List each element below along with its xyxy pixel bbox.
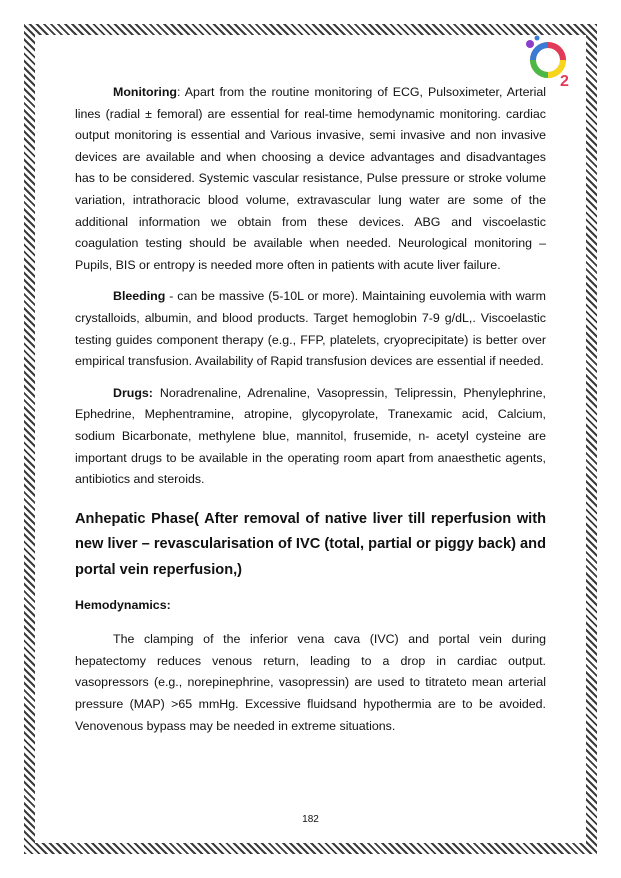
hemodynamics-heading: Hemodynamics: <box>75 598 171 613</box>
drugs-lead: Drugs: <box>113 385 153 400</box>
page-number: 182 <box>302 814 319 825</box>
hemodynamics-paragraph: The clamping of the inferior vena cava (IVC) and portal vein during hepatectomy reduces venous return, leading to a drop in cardiac output. vasopressors (e.g., norepinephrine, vasopressin) are used to titrateto mean arterial pressure (MAP) >65 mmHg. Excessive fluidsand hypothermia are to be avoided. Venovenous bypass may be needed in extreme situations. <box>75 632 546 733</box>
page-content <box>75 82 546 747</box>
drugs-paragraph <box>75 383 546 491</box>
bleeding-paragraph <box>75 286 546 372</box>
bleeding-lead: Bleeding <box>113 289 166 304</box>
anhepatic-phase-heading: Anhepatic Phase( After removal of native liver till reperfusion with new liver – revascularisation of IVC (total, partial or piggy back) and portal vein reperfusion,) <box>75 510 546 578</box>
monitoring-lead: Monitoring <box>113 85 177 99</box>
monitoring-text: : Apart from the routine monitoring of ECG, Pulsoximeter, Arterial lines (radial ± femoral) are essential for real-time hemodynamic monitoring. cardiac output monitoring is essential and Various invasive, semi invasive and non invasive devices are available and when choosing a device advantages and disadvantages has to be considered. Systemic vascular resistance, Pulse pressure or stroke volume variation, intrathoracic blood volume, extravascular lung water are some of the additional information we obtain from these devices. ABG and viscoelastic coagulation testing should be available when needed. Neurological monitoring – Pupils, BIS or entropy is needed more often in patients with acute liver failure. <box>75 85 546 272</box>
monitoring-paragraph <box>75 82 546 276</box>
bleeding-text: - can be massive (5-10L or more). Maintaining euvolemia with warm crystalloids, albumin, and blood products. Target hemoglobin 7-9 g/dL,. Viscoelastic testing guides component therapy (e.g., FFP, platelets, cryoprecipitate) is better over empirical transfusion. Availability of Rapid transfusion devices are essential if needed. <box>75 289 546 369</box>
svg-text:2: 2 <box>560 73 569 90</box>
drugs-text: Noradrenaline, Adrenaline, Vasopressin, Telipressin, Phenylephrine, Ephedrine, Mephentramine, atropine, glycopyrolate, Tranexamic acid, Calcium, sodium Bicarbonate, methylene blue, mannitol, frusemide, n- acetyl cysteine are important drugs to be available in the operating room apart from anaesthetic agents, antibiotics and steroids. <box>75 385 546 487</box>
